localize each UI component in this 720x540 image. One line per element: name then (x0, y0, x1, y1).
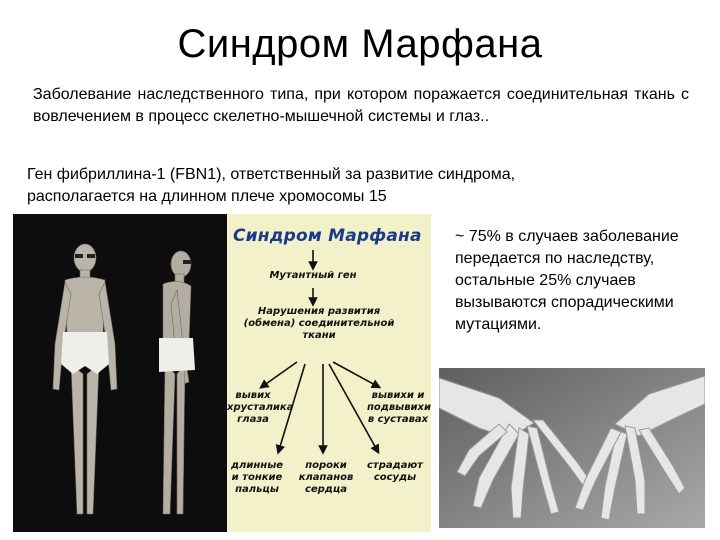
pathogenesis-diagram (227, 214, 431, 532)
diagram-title: Синдром Марфана (233, 226, 422, 246)
inheritance-paragraph: ~ 75% в случаев заболевание передается по наследству, остальные 25% случаев вызываются спорадическими мутациями. (455, 228, 679, 333)
node-connective-tissue: Нарушения развития (обмена) соединительной ткани (243, 306, 395, 341)
patient-silhouettes-image (13, 214, 227, 532)
node-lens-dislocation: вывих хрусталика глаза (227, 390, 294, 425)
node-heart-valves: пороки клапанов сердца (298, 460, 354, 495)
node-joint-dislocation: вывихи и подвывихи в суставах (367, 390, 431, 425)
slide-title: Синдром Марфана (177, 22, 543, 66)
node-mutant-gene: Мутантный ген (269, 270, 357, 281)
marfan-figure (13, 214, 431, 532)
definition-paragraph: Заболевание наследственного типа, при котором поражается соединительная ткань с вовлечением в процесс скелетно-мышечной системы и глаз.. (33, 86, 689, 125)
gene-paragraph: Ген фибриллина-1 (FBN1), ответственный за развитие синдрома, располагается на длинном плече хромосомы 15 (27, 166, 516, 205)
node-long-fingers: длинные и тонкие пальцы (230, 460, 284, 495)
long-fingers-image (439, 368, 705, 528)
node-vessels: страдают сосуды (367, 460, 423, 483)
hands-photo (439, 368, 705, 528)
patient-photos (13, 214, 227, 532)
